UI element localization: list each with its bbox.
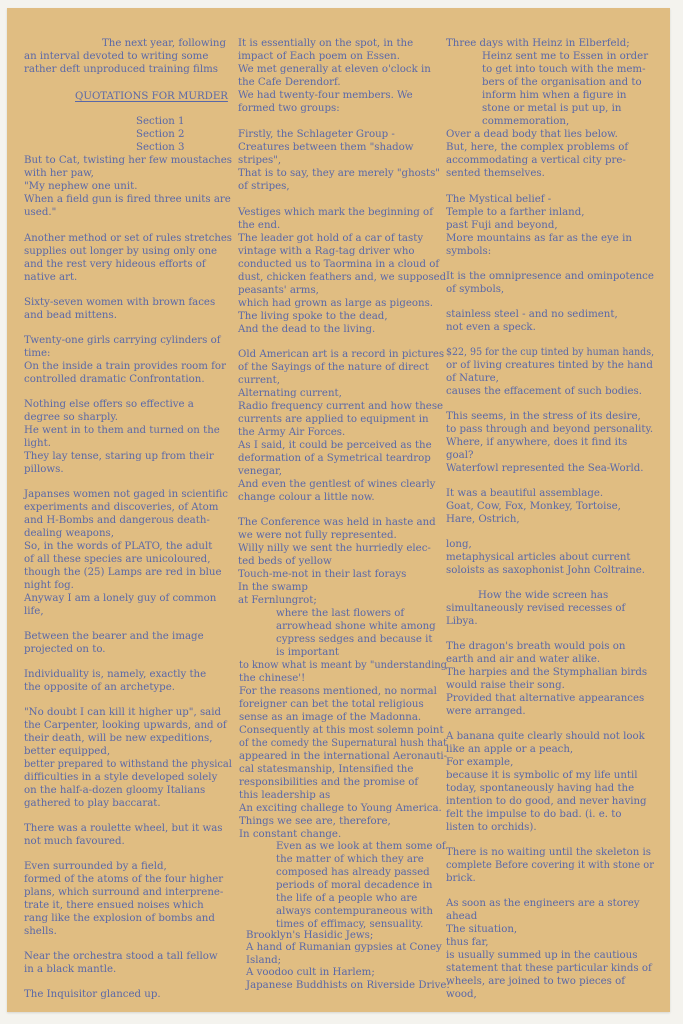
text-line: responsibilities and the promise of bbox=[239, 777, 419, 788]
text-line: Even surrounded by a field, bbox=[24, 861, 167, 872]
text-line: Anyway I am a lonely guy of common bbox=[24, 593, 217, 604]
text-line: Goat, Cow, Fox, Monkey, Tortoise, bbox=[446, 501, 621, 512]
text-line: Waterfowl represented the Sea-World. bbox=[446, 463, 644, 474]
text-line: Heinz sent me to Essen in order bbox=[482, 51, 649, 62]
text-line: $22, 95 for the cup tinted by human hands, bbox=[446, 347, 655, 358]
text-line: better prepared to withstand the physical bbox=[24, 759, 232, 770]
text-line: Touch-me-not in their last forays bbox=[238, 569, 407, 580]
text-line: More mountains as far as the eye in bbox=[446, 233, 632, 244]
text-line: supplies out longer by using only one bbox=[24, 246, 218, 257]
text-line: the Carpenter, looking upwards, and of bbox=[24, 720, 227, 731]
text-line: ahead bbox=[446, 911, 478, 922]
text-line: arrowhead shone white among bbox=[276, 621, 436, 632]
text-line: Radio frequency current and how these bbox=[238, 401, 444, 412]
text-line: For example, bbox=[446, 757, 514, 768]
text-line: the matter of which they are bbox=[276, 854, 424, 865]
text-line: ted beds of yellow bbox=[238, 556, 332, 567]
text-line: Section 1 bbox=[136, 116, 185, 127]
text-line: causes the effacement of such bodies. bbox=[446, 386, 643, 397]
text-line: the end. bbox=[238, 220, 281, 231]
text-line: pillows. bbox=[24, 464, 64, 475]
text-line: times of effimacy, sensuality. bbox=[276, 919, 424, 930]
text-line: In constant change. bbox=[239, 829, 342, 840]
text-line: though the (25) Lamps are red in blue bbox=[24, 567, 222, 578]
text-line: Old American art is a record in pictures bbox=[238, 349, 445, 360]
text-line: So, in the words of PLATO, the adult bbox=[24, 541, 213, 552]
text-line: metaphysical articles about current bbox=[446, 552, 631, 563]
text-line: change colour a little now. bbox=[238, 492, 375, 503]
text-line: of the Sayings of the nature of direct bbox=[238, 362, 429, 373]
text-line: an interval devoted to writing some bbox=[24, 51, 209, 62]
text-line: like an apple or a peach, bbox=[446, 744, 574, 755]
text-line: complete Before covering it with stone or bbox=[446, 860, 654, 871]
text-line: wheels, are joined to two pieces of bbox=[446, 976, 625, 987]
text-line: As soon as the engineers are a storey bbox=[446, 898, 640, 909]
section-heading: QUOTATIONS FOR MURDER bbox=[75, 91, 228, 102]
text-line: gathered to play baccarat. bbox=[24, 798, 161, 809]
text-line: time: bbox=[24, 348, 51, 359]
text-line: is important bbox=[276, 647, 339, 658]
text-line: which had grown as large as pigeons. bbox=[238, 298, 434, 309]
text-line: at Fernlungrot; bbox=[238, 595, 317, 606]
text-line: Section 2 bbox=[136, 129, 185, 140]
text-line: Over a dead body that lies below. bbox=[446, 129, 618, 140]
text-line: thus far, bbox=[446, 937, 489, 948]
text-line: Alternating current, bbox=[238, 388, 342, 399]
text-line: dust, chicken feathers and, we supposed bbox=[238, 272, 447, 283]
text-line: earth and air and water alike. bbox=[446, 654, 601, 665]
text-line: is usually summed up in the cautious bbox=[446, 950, 638, 961]
text-line: The living spoke to the dead, bbox=[238, 311, 388, 322]
text-line: current, bbox=[238, 375, 280, 386]
text-line: Even as we look at them some of bbox=[276, 841, 446, 852]
text-line: And the dead to the living. bbox=[238, 324, 376, 335]
text-line: light. bbox=[24, 438, 51, 449]
text-line: and the rest very hideous efforts of bbox=[24, 259, 206, 270]
text-line: Consequently at this most solemn point bbox=[239, 725, 444, 736]
text-line: The dragon's breath would pois on bbox=[446, 641, 626, 652]
text-line: And even the gentlest of wines clearly bbox=[238, 479, 436, 490]
text-line: on the half-a-dozen gloomy Italians bbox=[24, 785, 206, 796]
text-line: But, here, the complex problems of bbox=[446, 142, 629, 153]
text-line: with her paw, bbox=[24, 168, 94, 179]
text-line: The Mystical belief - bbox=[446, 194, 552, 205]
text-line: Where, if anywhere, does it find its bbox=[446, 437, 628, 448]
text-line: Provided that alternative appearances bbox=[446, 693, 645, 704]
text-line: because it is symbolic of my life until bbox=[446, 770, 638, 781]
text-line: We met generally at eleven o'clock in bbox=[238, 64, 431, 75]
text-line: Vestiges which mark the beginning of bbox=[238, 207, 433, 218]
text-line: and bead mittens. bbox=[24, 310, 117, 321]
text-line: They lay tense, staring up from their bbox=[24, 451, 214, 462]
text-line: simultaneously revised recesses of bbox=[446, 603, 626, 614]
text-line: of stripes, bbox=[238, 181, 290, 192]
text-line: sense as an image of the Madonna. bbox=[239, 712, 422, 723]
text-line: today, spontaneously having had the bbox=[446, 783, 635, 794]
text-line: difficulties in a style developed solely bbox=[24, 772, 218, 783]
text-line: and H-Bombs and dangerous death- bbox=[24, 515, 210, 526]
text-line: foreigner can bet the total religious bbox=[239, 699, 424, 710]
text-line: wood, bbox=[446, 989, 477, 1000]
text-line: There is no waiting until the skeleton is bbox=[446, 847, 652, 858]
text-line: to pass through and beyond personality. bbox=[446, 424, 654, 435]
text-line: projected on to. bbox=[24, 644, 106, 655]
text-line: As I said, it could be perceived as the bbox=[238, 440, 432, 451]
text-line: statement that these particular kinds of bbox=[446, 963, 652, 974]
text-line: When a field gun is fired three units are bbox=[24, 194, 231, 205]
text-line: bers of the organisation and to bbox=[482, 77, 642, 88]
text-line: appeared in the international Aeronauti- bbox=[239, 751, 448, 762]
text-line: The next year, following bbox=[102, 38, 226, 49]
text-line: plans, which surround and interprene- bbox=[24, 887, 224, 898]
text-line: Between the bearer and the image bbox=[24, 631, 204, 642]
text-line: Near the orchestra stood a tall fellow bbox=[24, 951, 218, 962]
text-line: native art. bbox=[24, 272, 78, 283]
text-line: the life of a people who are bbox=[276, 893, 418, 904]
text-line: Japanses women not gaged in scientific bbox=[24, 489, 229, 500]
text-line: dealing weapons, bbox=[24, 528, 114, 539]
text-line: cypress sedges and because it bbox=[276, 634, 433, 645]
text-line: It is essentially on the spot, in the bbox=[238, 38, 414, 49]
text-line: It is the omnipresence and ominpotence bbox=[446, 271, 654, 282]
text-line: not even a speck. bbox=[446, 322, 536, 333]
text-line: of all these species are unicoloured, bbox=[24, 554, 211, 565]
text-line: Firstly, the Schlageter Group - bbox=[238, 129, 395, 140]
text-line: That is to say, they are merely "ghosts" bbox=[238, 168, 440, 179]
text-line: controlled dramatic Confrontation. bbox=[24, 374, 205, 385]
text-line: or of living creatures tinted by the hand bbox=[446, 360, 653, 371]
text-line: intention to do good, and never having bbox=[446, 796, 647, 807]
text-line: of Nature, bbox=[446, 373, 499, 384]
text-line: commemoration, bbox=[482, 116, 570, 127]
text-line: goal? bbox=[446, 450, 474, 461]
text-line: Individuality is, namely, exactly the bbox=[24, 669, 207, 680]
text-line: In the swamp bbox=[238, 582, 308, 593]
text-line: How the wide screen has bbox=[478, 590, 609, 601]
text-line: A voodoo cult in Harlem; bbox=[246, 967, 375, 978]
text-line: Japanese Buddhists on Riverside Drive: bbox=[246, 980, 450, 991]
text-line: were arranged. bbox=[446, 706, 526, 717]
text-line: degree so sharply. bbox=[24, 412, 118, 423]
text-line: The leader got hold of a car of tasty bbox=[238, 233, 424, 244]
text-line: Three days with Heinz in Elberfeld; bbox=[446, 38, 630, 49]
text-line: symbols: bbox=[446, 246, 492, 257]
text-line: currents are applied to equipment in bbox=[238, 414, 429, 425]
text-line: soloists as saxophonist John Coltraine. bbox=[446, 565, 646, 576]
text-line: A banana quite clearly should not look bbox=[446, 731, 645, 742]
text-line: deformation of a Symetrical teardrop bbox=[238, 453, 431, 464]
text-line: Willy nilly we sent the hurriedly elec- bbox=[238, 543, 431, 554]
text-line: peasants' arms, bbox=[238, 285, 319, 296]
text-line: Nothing else offers so effective a bbox=[24, 399, 194, 410]
text-line: Temple to a farther inland, bbox=[446, 207, 585, 218]
text-line: life, bbox=[24, 606, 44, 617]
text-line: not much favoured. bbox=[24, 836, 125, 847]
text-line: He went in to them and turned on the bbox=[24, 425, 220, 436]
text-line: of symbols, bbox=[446, 284, 505, 295]
text-line: There was a roulette wheel, but it was bbox=[24, 823, 223, 834]
text-line: sented themselves. bbox=[446, 168, 545, 179]
text-line: in a black mantle. bbox=[24, 964, 117, 975]
text-line: composed has already passed bbox=[276, 867, 430, 878]
text-line: the Army Air Forces. bbox=[238, 427, 346, 438]
text-line: experiments and discoveries, of Atom bbox=[24, 502, 219, 513]
text-line: stainless steel - and no sediment, bbox=[446, 309, 618, 320]
text-line: rang like the explosion of bombs and bbox=[24, 913, 215, 924]
text-line: felt the impulse to do bad. (i. e. to bbox=[446, 809, 622, 820]
text-line: accommodating a vertical city pre- bbox=[446, 155, 626, 166]
text-line: long, bbox=[446, 539, 472, 550]
text-line: where the last flowers of bbox=[276, 608, 405, 619]
text-line: Section 3 bbox=[136, 142, 185, 153]
text-line: The situation, bbox=[446, 924, 518, 935]
text-line: inform him when a figure in bbox=[482, 90, 627, 101]
text-line: But to Cat, twisting her few moustaches bbox=[24, 155, 232, 166]
text-line: shells. bbox=[24, 926, 57, 937]
text-line: We had twenty-four members. We bbox=[238, 90, 413, 101]
text-line: The Conference was held in haste and bbox=[238, 517, 436, 528]
text-line: the Cafe Derendorf. bbox=[238, 77, 341, 88]
text-line: used." bbox=[24, 207, 57, 218]
text-line: formed of the atoms of the four higher bbox=[24, 874, 224, 885]
text-line: Island; bbox=[246, 955, 282, 966]
text-line: Twenty-one girls carrying cylinders of bbox=[24, 335, 221, 346]
text-line: to know what is meant by "understanding bbox=[239, 660, 447, 671]
text-line: impact of Each poem on Essen. bbox=[238, 51, 400, 62]
text-line: It was a beautiful assemblage. bbox=[446, 488, 604, 499]
text-line: stripes", bbox=[238, 155, 282, 166]
text-line: cal statesmanship, Intensified the bbox=[239, 764, 414, 775]
text-line: rather deft unproduced training films bbox=[24, 64, 218, 75]
text-line: past Fuji and beyond, bbox=[446, 220, 558, 231]
text-line: we were not fully represented. bbox=[238, 530, 397, 541]
text-line: to get into touch with the mem- bbox=[482, 64, 646, 75]
text-line: night fog. bbox=[24, 580, 74, 591]
text-line: "My nephew one unit. bbox=[24, 181, 138, 192]
text-line: their death, will be new expeditions, bbox=[24, 733, 213, 744]
text-line: the chinese'! bbox=[239, 673, 306, 684]
text-line: the opposite of an archetype. bbox=[24, 682, 175, 693]
text-line: always contempuraneous with bbox=[276, 906, 433, 917]
text-line: Creatures between them "shadow bbox=[238, 142, 414, 153]
text-line: Hare, Ostrich, bbox=[446, 514, 520, 525]
text-line: Libya. bbox=[446, 616, 478, 627]
text-line: An exciting challege to Young America. bbox=[239, 803, 442, 814]
text-line: Things we see are, therefore, bbox=[239, 816, 391, 827]
text-line: formed two groups: bbox=[238, 103, 340, 114]
text-line: For the reasons mentioned, no normal bbox=[239, 686, 437, 697]
text-line: Another method or set of rules stretches bbox=[24, 233, 232, 244]
text-line: "No doubt I can kill it higher up", said bbox=[24, 707, 222, 718]
text-line: better equipped, bbox=[24, 746, 111, 757]
text-line: listen to orchids). bbox=[446, 822, 537, 833]
text-line: Brooklyn's Hasidic Jews; bbox=[246, 930, 374, 941]
text-line: venegar, bbox=[238, 466, 282, 477]
text-line: A hand of Rumanian gypsies at Coney bbox=[246, 942, 442, 953]
text-line: this leadership as bbox=[239, 790, 331, 801]
text-line: conducted us to Taormina in a cloud of bbox=[238, 259, 440, 270]
text-line: The Inquisitor glanced up. bbox=[24, 989, 161, 1000]
text-line: brick. bbox=[446, 873, 476, 884]
text-line: of the comedy the Supernatural hush that bbox=[239, 738, 448, 749]
text-line: vintage with a Rag-tag driver who bbox=[238, 246, 415, 257]
text-line: Sixty-seven women with brown faces bbox=[24, 297, 216, 308]
text-line: This seems, in the stress of its desire, bbox=[446, 411, 641, 422]
text-line: periods of moral decadence in bbox=[276, 880, 433, 891]
text-line: stone or metal is put up, in bbox=[482, 103, 622, 114]
text-line: trate it, there ensued noises which bbox=[24, 900, 204, 911]
text-line: On the inside a train provides room for bbox=[24, 361, 226, 372]
text-line: would raise their song. bbox=[446, 680, 565, 691]
text-line: The harpies and the Stymphalian birds bbox=[446, 667, 648, 678]
